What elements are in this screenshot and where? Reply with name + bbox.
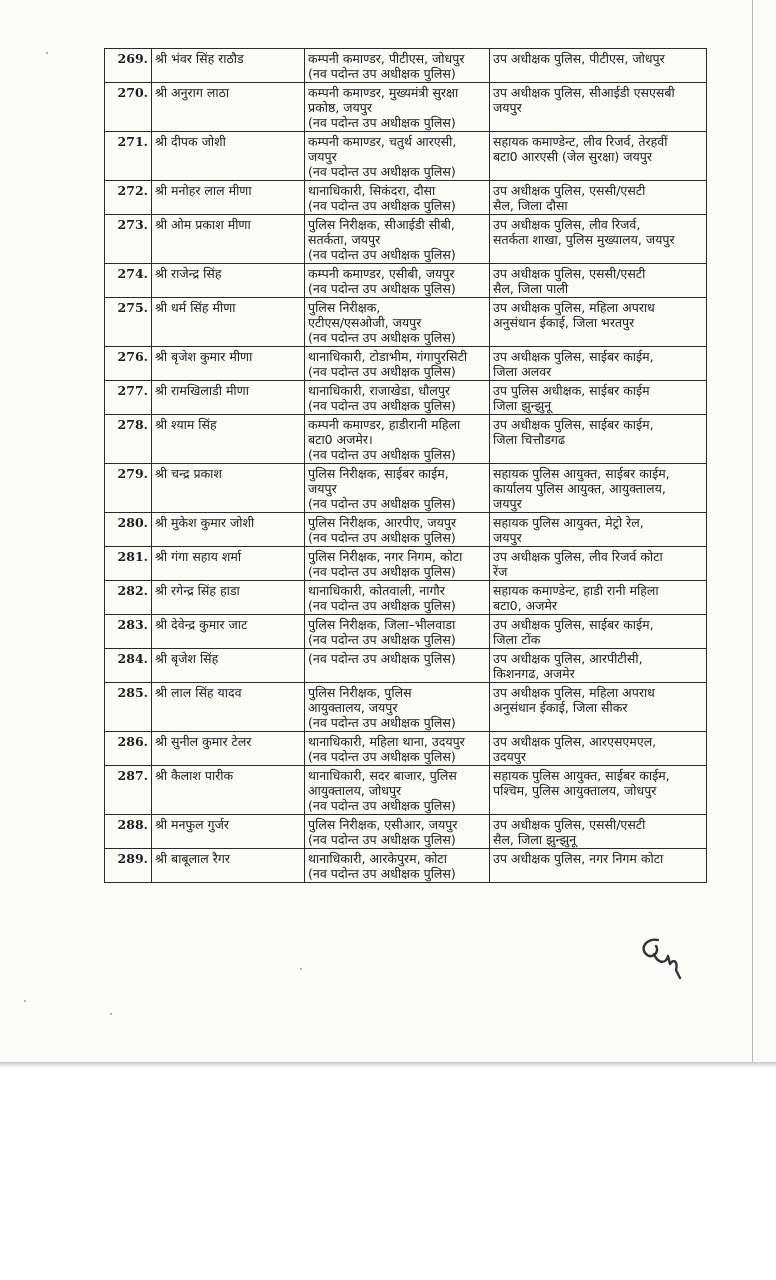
current-posting-line: पुलिस निरीक्षक, सीआईडी सीबी,: [308, 217, 455, 232]
scan-speck: [46, 52, 48, 54]
new-posting-line: अनुसंधान ईकाई, जिला भरतपुर: [493, 315, 635, 330]
current-posting: [305, 581, 490, 615]
current-posting: [305, 683, 490, 732]
table-row: [105, 381, 707, 415]
new-posting-line: सहायक पुलिस आयुक्त, साईबर काईम,: [493, 768, 670, 783]
new-posting-line: उदयपुर: [493, 749, 526, 764]
new-posting: [490, 815, 707, 849]
serial-number: 270.: [105, 83, 152, 132]
new-posting: [490, 415, 707, 464]
table-row: [105, 264, 707, 298]
new-posting-line: रेंज: [493, 564, 508, 579]
current-posting-line: जयपुर: [308, 481, 337, 496]
new-posting-line: पश्चिम, पुलिस आयुक्तालय, जोधपुर: [493, 783, 657, 798]
scan-speck: [300, 968, 302, 970]
officer-name: श्री बाबूलाल रैगर: [152, 849, 305, 883]
new-posting-line: जिला चित्तौडगढ: [493, 432, 566, 447]
new-posting: [490, 132, 707, 181]
new-posting: [490, 381, 707, 415]
current-posting-line: (नव पदोन्त उप अधीक्षक पुलिस): [308, 281, 456, 296]
current-posting: [305, 83, 490, 132]
officer-name: श्री अनुराग लाठा: [152, 83, 305, 132]
table-row: [105, 464, 707, 513]
new-posting: [490, 513, 707, 547]
current-posting-line: (नव पदोन्त उप अधीक्षक पुलिस): [308, 247, 456, 262]
table-row: [105, 649, 707, 683]
current-posting-line: (नव पदोन्त उप अधीक्षक पुलिस): [308, 866, 456, 881]
table-row: [105, 849, 707, 883]
new-posting: [490, 181, 707, 215]
serial-number: 274.: [105, 264, 152, 298]
current-posting: [305, 298, 490, 347]
current-posting-line: (नव पदोन्त उप अधीक्षक पुलिस): [308, 364, 456, 379]
new-posting-line: सैल, जिला दौसा: [493, 198, 568, 213]
officer-name: श्री धर्म सिंह मीणा: [152, 298, 305, 347]
current-posting-line: पुलिस निरीक्षक, नगर निगम, कोटा: [308, 549, 463, 564]
new-posting: [490, 581, 707, 615]
officer-name: श्री राजेन्द्र सिंह: [152, 264, 305, 298]
transfer-table: [104, 48, 707, 883]
current-posting-line: थानाधिकारी, सिकंदरा, दौसा: [308, 183, 436, 198]
serial-number: 289.: [105, 849, 152, 883]
current-posting: [305, 181, 490, 215]
table-row: [105, 683, 707, 732]
officer-name: श्री श्याम सिंह: [152, 415, 305, 464]
current-posting-line: पुलिस निरीक्षक, पुलिस: [308, 685, 412, 700]
table-row: [105, 615, 707, 649]
new-posting: [490, 649, 707, 683]
serial-number: 288.: [105, 815, 152, 849]
current-posting-line: बटा0 अजमेर।: [308, 432, 373, 447]
current-posting-line: (नव पदोन्त उप अधीक्षक पुलिस): [308, 749, 456, 764]
new-posting-line: किशनगढ, अजमेर: [493, 666, 575, 681]
serial-number: 281.: [105, 547, 152, 581]
new-posting: [490, 215, 707, 264]
new-posting-line: उप अधीक्षक पुलिस, साईबर काईम,: [493, 417, 654, 432]
serial-number: 273.: [105, 215, 152, 264]
new-posting-line: जयपुर: [493, 100, 522, 115]
handwritten-initials: [636, 934, 696, 984]
officer-name: श्री मनफुल गुर्जर: [152, 815, 305, 849]
new-posting-line: उप अधीक्षक पुलिस, लीव रिजर्व,: [493, 217, 641, 232]
new-posting: [490, 849, 707, 883]
current-posting-line: (नव पदोन्त उप अधीक्षक पुलिस): [308, 398, 456, 413]
current-posting-line: पुलिस निरीक्षक, जिला–भीलवाडा: [308, 617, 456, 632]
current-posting-line: (नव पदोन्त उप अधीक्षक पुलिस): [308, 651, 456, 666]
serial-number: 280.: [105, 513, 152, 547]
scan-speck: [24, 1000, 26, 1002]
new-posting: [490, 49, 707, 83]
officer-name: श्री मुकेश कुमार जोशी: [152, 513, 305, 547]
serial-number: 278.: [105, 415, 152, 464]
new-posting-line: जिला टोंक: [493, 632, 541, 647]
current-posting-line: कम्पनी कमाण्डर, पीटीएस, जोधपुर: [308, 51, 465, 66]
current-posting-line: जयपुर: [308, 149, 337, 164]
table-row: [105, 181, 707, 215]
current-posting: [305, 132, 490, 181]
officer-name: श्री चन्द्र प्रकाश: [152, 464, 305, 513]
officer-name: श्री बृजेश कुमार मीणा: [152, 347, 305, 381]
current-posting-line: कम्पनी कमाण्डर, हाडीरानी महिला: [308, 417, 461, 432]
current-posting: [305, 547, 490, 581]
table-row: [105, 766, 707, 815]
serial-number: 269.: [105, 49, 152, 83]
current-posting-line: आयुक्तालय, जयपुर: [308, 700, 398, 715]
serial-number: 272.: [105, 181, 152, 215]
current-posting-line: पुलिस निरीक्षक, एसीआर, जयपुर: [308, 817, 458, 832]
new-posting-line: उप अधीक्षक पुलिस, सीआईडी एसएसबी: [493, 85, 675, 100]
current-posting-line: पुलिस निरीक्षक, आरपीए, जयपुर: [308, 515, 457, 530]
table-row: [105, 49, 707, 83]
current-posting-line: थानाधिकारी, महिला थाना, उदयपुर: [308, 734, 465, 749]
new-posting-line: उप पुलिस अधीक्षक, साईबर काईम: [493, 383, 650, 398]
page-edge-shadow: [752, 0, 753, 1062]
officer-name: श्री गंगा सहाय शर्मा: [152, 547, 305, 581]
new-posting-line: उप अधीक्षक पुलिस, पीटीएस, जोधपुर: [493, 51, 665, 66]
current-posting-line: (नव पदोन्त उप अधीक्षक पुलिस): [308, 447, 456, 462]
current-posting-line: (नव पदोन्त उप अधीक्षक पुलिस): [308, 798, 456, 813]
current-posting-line: कम्पनी कमाण्डर, चतुर्थ आरएसी,: [308, 134, 457, 149]
current-posting-line: (नव पदोन्त उप अधीक्षक पुलिस): [308, 632, 456, 647]
new-posting-line: जिला झुन्झुनू: [493, 398, 552, 413]
current-posting-line: (नव पदोन्त उप अधीक्षक पुलिस): [308, 198, 456, 213]
table-row: [105, 298, 707, 347]
current-posting-line: थानाधिकारी, राजाखेडा, धौलपुर: [308, 383, 451, 398]
current-posting-line: पुलिस निरीक्षक, साईबर काईम,: [308, 466, 449, 481]
current-posting-line: (नव पदोन्त उप अधीक्षक पुलिस): [308, 330, 456, 345]
table-row: [105, 581, 707, 615]
current-posting-line: (नव पदोन्त उप अधीक्षक पुलिस): [308, 598, 456, 613]
officer-name: श्री रगेन्द्र सिंह हाडा: [152, 581, 305, 615]
current-posting: [305, 615, 490, 649]
new-posting-line: जिला अलवर: [493, 364, 552, 379]
new-posting: [490, 83, 707, 132]
current-posting-line: कम्पनी कमाण्डर, एसीबी, जयपुर: [308, 266, 455, 281]
current-posting: [305, 815, 490, 849]
serial-number: 275.: [105, 298, 152, 347]
current-posting-line: थानाधिकारी, टोडाभीम, गंगापुरसिटी: [308, 349, 468, 364]
new-posting: [490, 298, 707, 347]
current-posting-line: (नव पदोन्त उप अधीक्षक पुलिस): [308, 715, 456, 730]
new-posting: [490, 547, 707, 581]
current-posting-line: (नव पदोन्त उप अधीक्षक पुलिस): [308, 530, 456, 545]
officer-name: श्री रामखिलाडी मीणा: [152, 381, 305, 415]
current-posting: [305, 381, 490, 415]
table-row: [105, 815, 707, 849]
new-posting-line: सहायक कमाण्डेन्ट, लीव रिजर्व, तेरहवीं: [493, 134, 668, 149]
new-posting-line: उप अधीक्षक पुलिस, एससी/एसटी: [493, 183, 646, 198]
current-posting-line: आयुक्तालय, जोधपुर: [308, 783, 402, 798]
new-posting-line: उप अधीक्षक पुलिस, महिला अपराध: [493, 300, 655, 315]
current-posting-line: (नव पदोन्त उप अधीक्षक पुलिस): [308, 66, 456, 81]
table-row: [105, 83, 707, 132]
new-posting: [490, 347, 707, 381]
serial-number: 277.: [105, 381, 152, 415]
new-posting: [490, 732, 707, 766]
new-posting-line: उप अधीक्षक पुलिस, साईबर काईम,: [493, 349, 654, 364]
current-posting-line: (नव पदोन्त उप अधीक्षक पुलिस): [308, 164, 456, 179]
current-posting: [305, 766, 490, 815]
serial-number: 271.: [105, 132, 152, 181]
new-posting-line: उप अधीक्षक पुलिस, एससी/एसटी: [493, 266, 646, 281]
new-posting-line: जयपुर: [493, 496, 522, 511]
current-posting-line: (नव पदोन्त उप अधीक्षक पुलिस): [308, 832, 456, 847]
new-posting: [490, 264, 707, 298]
current-posting: [305, 849, 490, 883]
current-posting-line: (नव पदोन्त उप अधीक्षक पुलिस): [308, 115, 456, 130]
new-posting: [490, 615, 707, 649]
current-posting: [305, 415, 490, 464]
current-posting-line: (नव पदोन्त उप अधीक्षक पुलिस): [308, 496, 456, 511]
current-posting-line: कम्पनी कमाण्डर, मुख्यमंत्री सुरक्षा: [308, 85, 459, 100]
new-posting-line: बटा0 आरएसी (जेल सुरक्षा) जयपुर: [493, 149, 653, 164]
new-posting-line: उप अधीक्षक पुलिस, एससी/एसटी: [493, 817, 646, 832]
current-posting-line: थानाधिकारी, सदर बाजार, पुलिस: [308, 768, 457, 783]
new-posting-line: उप अधीक्षक पुलिस, नगर निगम कोटा: [493, 851, 664, 866]
serial-number: 283.: [105, 615, 152, 649]
new-posting-line: उप अधीक्षक पुलिस, आरएसएमएल,: [493, 734, 657, 749]
current-posting-line: थानाधिकारी, कोतवाली, नागौर: [308, 583, 445, 598]
new-posting-line: सतर्कता शाखा, पुलिस मुख्यालय, जयपुर: [493, 232, 675, 247]
current-posting: [305, 464, 490, 513]
table-row: [105, 132, 707, 181]
officer-name: श्री देवेन्द्र कुमार जाट: [152, 615, 305, 649]
current-posting: [305, 513, 490, 547]
serial-number: 279.: [105, 464, 152, 513]
new-posting: [490, 464, 707, 513]
scan-speck: [110, 1013, 112, 1015]
new-posting-line: अनुसंधान ईकाई, जिला सीकर: [493, 700, 628, 715]
table-row: [105, 732, 707, 766]
new-posting: [490, 683, 707, 732]
new-posting-line: उप अधीक्षक पुलिस, महिला अपराध: [493, 685, 655, 700]
serial-number: 287.: [105, 766, 152, 815]
new-posting-line: सैल, जिला पाली: [493, 281, 569, 296]
officer-name: श्री सुनील कुमार टेलर: [152, 732, 305, 766]
current-posting-line: प्रकोष्ठ, जयपुर: [308, 100, 372, 115]
blank-margin: [0, 1068, 776, 1280]
new-posting: [490, 766, 707, 815]
officer-name: श्री दीपक जोशी: [152, 132, 305, 181]
current-posting-line: सतर्कता, जयपुर: [308, 232, 381, 247]
table-row: [105, 415, 707, 464]
new-posting-line: सैल, जिला झुन्झुनू: [493, 832, 577, 847]
officer-name: श्री भंवर सिंह राठौड: [152, 49, 305, 83]
serial-number: 276.: [105, 347, 152, 381]
current-posting-line: (नव पदोन्त उप अधीक्षक पुलिस): [308, 564, 456, 579]
table-row: [105, 347, 707, 381]
new-posting-line: उप अधीक्षक पुलिस, लीव रिजर्व कोटा: [493, 549, 663, 564]
current-posting: [305, 347, 490, 381]
current-posting: [305, 732, 490, 766]
new-posting-line: सहायक पुलिस आयुक्त, मेट्रो रेल,: [493, 515, 644, 530]
new-posting-line: सहायक पुलिस आयुक्त, साईबर काईम,: [493, 466, 670, 481]
new-posting-line: जयपुर: [493, 530, 522, 545]
current-posting-line: थानाधिकारी, आरकेपुरम, कोटा: [308, 851, 447, 866]
new-posting-line: कार्यालय पुलिस आयुक्त, आयुक्तालय,: [493, 481, 666, 496]
serial-number: 282.: [105, 581, 152, 615]
transfer-table-body: [105, 49, 707, 883]
current-posting: [305, 49, 490, 83]
current-posting-line: एटीएस/एसओजी, जयपुर: [308, 315, 422, 330]
serial-number: 284.: [105, 649, 152, 683]
table-row: [105, 547, 707, 581]
officer-name: श्री कैलाश पारीक: [152, 766, 305, 815]
officer-name: श्री मनोहर लाल मीणा: [152, 181, 305, 215]
new-posting-line: उप अधीक्षक पुलिस, आरपीटीसी,: [493, 651, 643, 666]
serial-number: 286.: [105, 732, 152, 766]
current-posting-line: पुलिस निरीक्षक,: [308, 300, 381, 315]
table-row: [105, 513, 707, 547]
new-posting-line: सहायक कमाण्डेन्ट, हाडी रानी महिला: [493, 583, 659, 598]
current-posting: [305, 649, 490, 683]
new-posting-line: बटा0, अजमेर: [493, 598, 557, 613]
table-row: [105, 215, 707, 264]
current-posting: [305, 264, 490, 298]
officer-name: श्री लाल सिंह यादव: [152, 683, 305, 732]
officer-name: श्री ओम प्रकाश मीणा: [152, 215, 305, 264]
serial-number: 285.: [105, 683, 152, 732]
officer-name: श्री बृजेश सिंह: [152, 649, 305, 683]
current-posting: [305, 215, 490, 264]
new-posting-line: उप अधीक्षक पुलिस, साईबर काईम,: [493, 617, 654, 632]
